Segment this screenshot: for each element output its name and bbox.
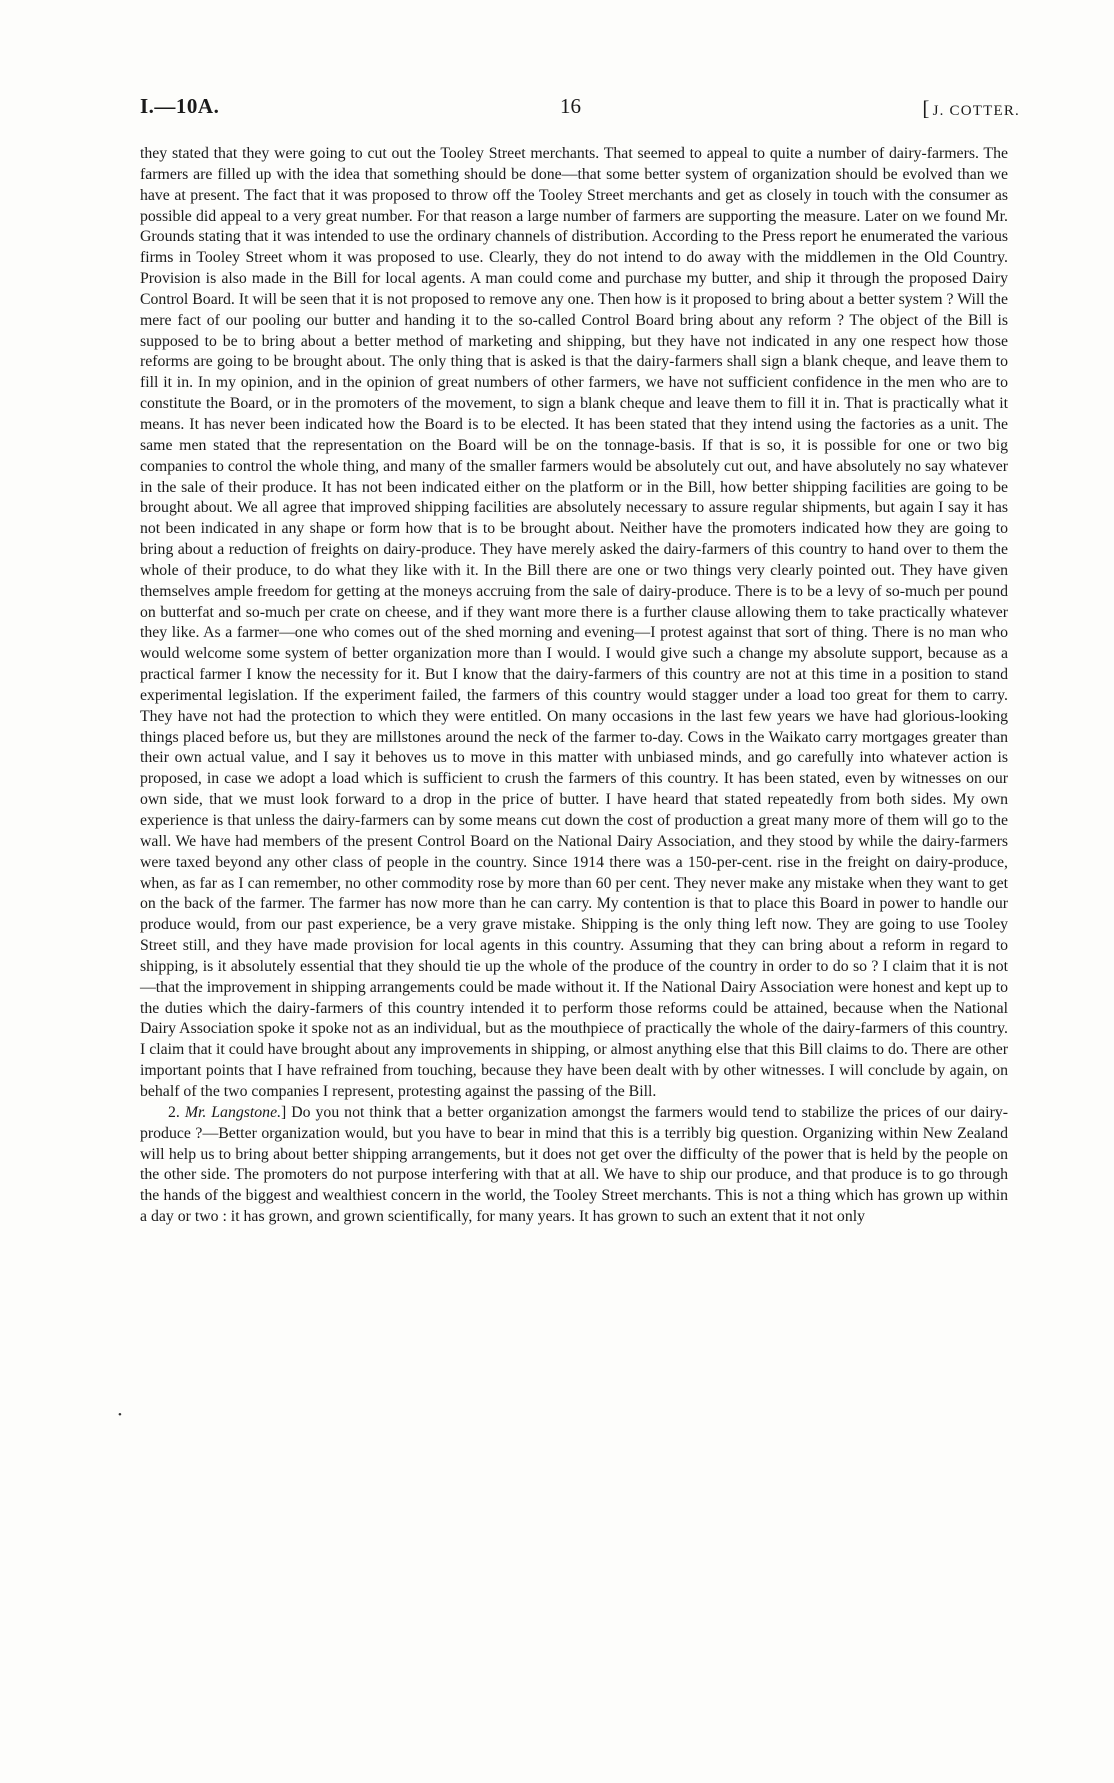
page-number: 16 [560,94,581,118]
witness-name [922,96,1020,121]
bracket-glyph: [ [922,96,931,120]
paragraph-2-text: ] Do you not think that a better organization amongst the farmers would tend to stabilize the prices of our dairy-produce ?—Better organization would, but you have to bear in mind that this is a terribly big question. Organizing within New Zealand will help us to bring about better shipping arrangements, but it does not get over the difficulty of the power that is held by the people on the other side. The promoters do not purpose interfering with that at all. We have to ship our produce, and that produce is to go through the hands of the biggest and wealthiest concern in the world, the Tooley Street merchants. This is not a thing which has grown up within a day or two : it has grown, and grown scientifically, for many years. It has grown to such an extent that it not only [140,1103,1008,1226]
paragraph-1: they stated that they were going to cut out the Tooley Street merchants. That seemed to appeal to quite a number of dairy-farmers. The farmers are filled up with the idea that something should be done—that some better system of organization should be evolved than we have at present. The fact that it was proposed to throw off the Tooley Street merchants and get as closely in touch with the consumer as possible did appeal to a very great number. For that reason a large number of farmers are supporting the measure. Later on we found Mr. Grounds stating that it was intended to use the ordinary channels of distribution. According to the Press report he enumerated the various firms in Tooley Street whom it was proposed to use. Clearly, they do not intend to do away with the middlemen in the Old Country. Provision is also made in the Bill for local agents. A man could come and purchase my butter, and ship it through the proposed Dairy Control Board. It will be seen that it is not proposed to remove any one. Then how is it proposed to bring about a better system ? Will the mere fact of our pooling our butter and handing it to the so-called Control Board bring about any reform ? The object of the Bill is supposed to be to bring about a better method of marketing and shipping, but they have not indicated in any one respect how those reforms are going to be brought about. The only thing that is asked is that the dairy-farmers shall sign a blank cheque, and leave them to fill it in. In my opinion, and in the opinion of great numbers of other farmers, we have not sufficient confidence in the men who are to constitute the Board, or in the promoters of the movement, to sign a blank cheque and leave them to fill it in. That is practically what it means. It has never been indicated how the Board is to be elected. It has been stated that they intend using the factories as a unit. The same men stated that the representation on the Board will be on the tonnage-basis. If that is so, it is possible for one or two big companies to control the whole thing, and many of the smaller farmers would be absolutely cut out, and have absolutely no say whatever in the sale of their produce. It has not been indicated either on the platform or in the Bill, how better shipping facilities are going to be brought about. We all agree that improved shipping facilities are absolutely necessary to assure regular shipments, but again I say it has not been indicated in any shape or form how that is to be brought about. Neither have the promoters indicated how they are going to bring about a reduction of freights on dairy-produce. They have merely asked the dairy-farmers of this country to hand over to them the whole of their produce, to do what they like with it. In the Bill there are one or two things very clearly pointed out. They have given themselves ample freedom for getting at the moneys accruing from the sale of dairy-produce. There is to be a levy of so-much per pound on butterfat and so-much per crate on cheese, and if they want more there is a further clause allowing them to take practically whatever they like. As a farmer—one who comes out of the shed morning and evening—I protest against that sort of thing. There is no man who would welcome some system of better organization more than I would. I would give such a change my absolute support, because as a practical farmer I know the necessity for it. But I know that the dairy-farmers of this country are not at this time in a position to stand experimental legislation. If the experiment failed, the farmers of this country would stagger under a load too great for them to carry. They have not had the protection to which they were entitled. On many occasions in the last few years we have had glorious-looking things placed before us, but they are millstones around the neck of the farmer to-day. Cows in the Waikato carry mortgages greater than their own actual value, and I say it behoves us to move in this matter with unbiased minds, and go carefully into whatever action is proposed, in case we adopt a load which is sufficient to crush the farmers of this country. It has been stated, even by witnesses on our own side, that we must look forward to a drop in the price of butter. I have heard that stated repeatedly from both sides. My own experience is that unless the dairy-farmers can by some means cut down the cost of production a great many more of them will go to the wall. We have had members of the present Control Board on the National Dairy Association, and they stood by while the dairy-farmers were taxed beyond any other class of people in the country. Since 1914 there was a 150-per-cent. rise in the freight on dairy-produce, when, as far as I can remember, no other commodity rose by more than 60 per cent. They never make any mistake when they want to get on the back of the farmer. The farmer has now more than he can carry. My contention is that to place this Board in power to handle our produce would, from our past experience, be a very grave mistake. Shipping is the only thing left now. They are going to use Tooley Street still, and they have made provision for local agents in this country. Assuming that they can bring about a reform in regard to shipping, is it absolutely essential that they should tie up the whole of the produce of the country in order to do so ? I claim that it is not—that the improvement in shipping arrangements could be made without it. If the National Dairy Association were honest and kept up to the duties which the dairy-farmers of this country intended it to perform those reforms could be attained, because when the National Dairy Association spoke it spoke not as an individual, but as the mouthpiece of practically the whole of the dairy-farmers of this country. I claim that it could have brought about any improvements in shipping, or almost anything else that this Bill claims to do. There are other important points that I have refrained from touching, because they have been dealt with by other witnesses. I will conclude by again, on behalf of the two companies I represent, protesting against the passing of the Bill. [140,145,1008,1100]
speaker-name: Mr. Langstone. [184,1103,282,1121]
question-number: 2. [168,1103,180,1121]
margin-mark: • [118,1409,122,1421]
paragraph-2 [140,1103,1008,1228]
page-header [140,94,1020,122]
body-text [140,144,1008,1228]
document-reference: I.—10A. [140,94,220,118]
witness-name-text: J. COTTER. [932,103,1020,119]
